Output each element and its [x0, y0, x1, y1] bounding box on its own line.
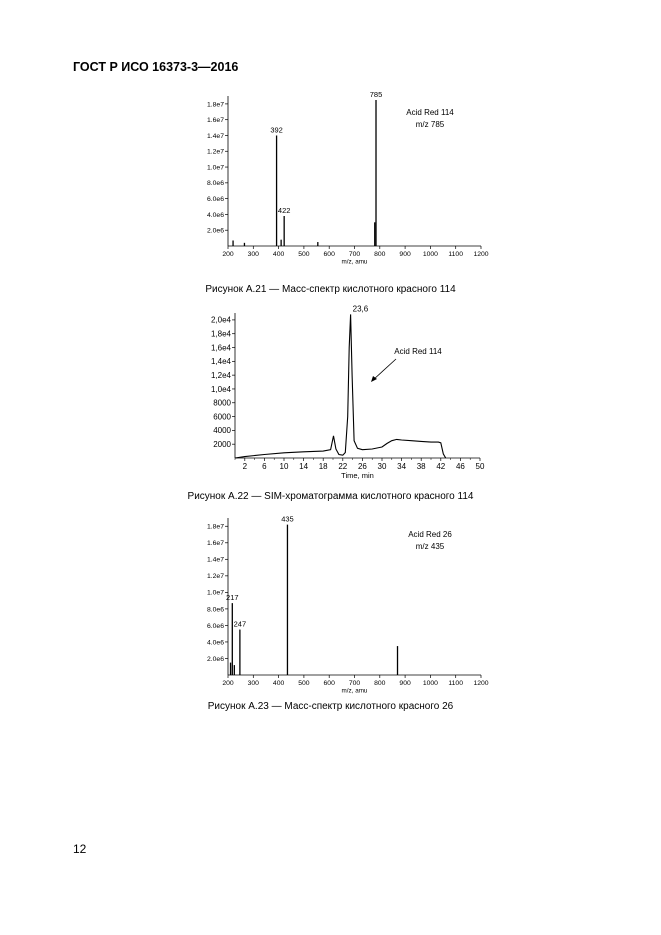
- y-tick-label: 8000: [213, 398, 231, 408]
- y-tick-label: 2000: [213, 439, 231, 449]
- page-number: 12: [73, 842, 87, 856]
- x-tick-label: 900: [399, 250, 411, 258]
- annotation-text: Acid Red 114: [394, 347, 442, 356]
- x-tick-label: 200: [222, 250, 234, 258]
- x-tick-label: 1000: [422, 679, 438, 687]
- x-tick-label: 14: [299, 462, 309, 471]
- peak-label: 217: [226, 593, 239, 603]
- x-tick-label: 2: [242, 462, 248, 471]
- x-tick-label: 6: [262, 462, 267, 471]
- x-tick-label: 30: [377, 462, 387, 471]
- x-tick-label: 18: [318, 462, 328, 471]
- y-tick-label: 1.4e7: [206, 556, 224, 564]
- y-tick-label: 1.8e7: [206, 101, 224, 109]
- figure-caption-a21: Рисунок А.21 — Масс-спектр кислотного красного 114: [205, 284, 456, 295]
- annotation-text: Acid Red 114: [406, 108, 454, 117]
- mass-spectrum-acid-red-26: [0, 510, 661, 695]
- x-tick-label: 42: [436, 462, 446, 471]
- chromatogram-trace: [235, 314, 446, 458]
- x-axis-label: m/z, amu: [341, 258, 368, 266]
- x-tick-label: 1200: [473, 679, 489, 687]
- x-tick-label: 26: [357, 462, 367, 471]
- y-tick-label: 1.6e7: [206, 540, 224, 548]
- y-tick-label: 8.0e6: [206, 606, 224, 614]
- x-tick-label: 500: [298, 679, 310, 687]
- x-tick-label: 800: [374, 250, 386, 258]
- x-tick-label: 1000: [422, 250, 438, 258]
- peak-label: 435: [281, 514, 294, 524]
- annotation-text: m/z 435: [415, 542, 445, 551]
- peak-label: 392: [270, 125, 283, 135]
- x-tick-label: 900: [399, 679, 411, 687]
- y-tick-label: 1.8e7: [206, 523, 224, 531]
- y-tick-label: 6.0e6: [206, 622, 224, 630]
- y-tick-label: 4000: [213, 426, 231, 436]
- annotation-text: Acid Red 26: [408, 530, 452, 539]
- y-tick-label: 2.0e6: [206, 655, 224, 663]
- y-tick-label: 1,4e4: [210, 357, 231, 367]
- x-tick-label: 1100: [448, 250, 464, 258]
- y-tick-label: 1,8e4: [210, 329, 231, 339]
- y-tick-label: 1,2e4: [210, 370, 231, 380]
- y-tick-label: 1.4e7: [206, 132, 224, 140]
- figure-caption-a22: Рисунок А.22 — SIM-хроматограмма кислотного красного 114: [187, 491, 474, 502]
- y-tick-label: 4.0e6: [206, 211, 224, 219]
- x-tick-label: 50: [475, 462, 485, 471]
- y-tick-label: 8.0e6: [206, 180, 224, 188]
- sim-chromatogram-acid-red-114: [0, 305, 661, 485]
- peak-label: 422: [277, 206, 291, 215]
- x-tick-label: 400: [272, 679, 285, 687]
- x-axis-label: Time, min: [341, 471, 374, 480]
- peak-label: 23,6: [352, 304, 369, 314]
- x-tick-label: 1100: [448, 679, 464, 687]
- x-tick-label: 500: [298, 250, 310, 258]
- y-tick-label: 1.0e7: [206, 164, 224, 172]
- x-tick-label: 22: [338, 462, 348, 471]
- x-tick-label: 1200: [473, 250, 489, 258]
- x-tick-label: 700: [348, 679, 361, 687]
- x-tick-label: 200: [222, 679, 234, 687]
- x-tick-label: 34: [397, 462, 407, 471]
- x-tick-label: 38: [416, 462, 426, 471]
- y-tick-label: 1.2e7: [206, 148, 224, 156]
- annotation-text: m/z 785: [415, 120, 445, 129]
- y-tick-label: 1.2e7: [206, 573, 224, 581]
- y-tick-label: 2,0e4: [210, 315, 231, 325]
- x-tick-label: 300: [247, 679, 259, 687]
- x-tick-label: 600: [323, 250, 335, 258]
- y-tick-label: 4.0e6: [206, 639, 224, 647]
- y-tick-label: 6000: [213, 412, 231, 422]
- x-tick-label: 700: [348, 250, 361, 258]
- peak-label: 247: [233, 619, 247, 629]
- peak-label: 785: [369, 89, 383, 99]
- y-tick-label: 6.0e6: [206, 196, 224, 204]
- y-tick-label: 1.0e7: [206, 589, 224, 597]
- x-axis-label: m/z, amu: [341, 687, 368, 695]
- x-tick-label: 10: [279, 462, 289, 471]
- document-header: ГОСТ Р ИСО 16373-3—2016: [73, 60, 239, 74]
- x-tick-label: 46: [455, 462, 465, 471]
- x-tick-label: 600: [323, 679, 335, 687]
- y-tick-label: 1.6e7: [206, 117, 224, 125]
- x-tick-label: 300: [247, 250, 259, 258]
- figure-caption-a23: Рисунок А.23 — Масс-спектр кислотного красного 26: [207, 701, 454, 712]
- x-tick-label: 800: [374, 679, 386, 687]
- y-tick-label: 1,6e4: [210, 343, 231, 353]
- x-tick-label: 400: [272, 250, 285, 258]
- y-tick-label: 2.0e6: [206, 227, 224, 235]
- annotation-arrow-line: [373, 359, 396, 380]
- y-tick-label: 1,0e4: [210, 384, 231, 394]
